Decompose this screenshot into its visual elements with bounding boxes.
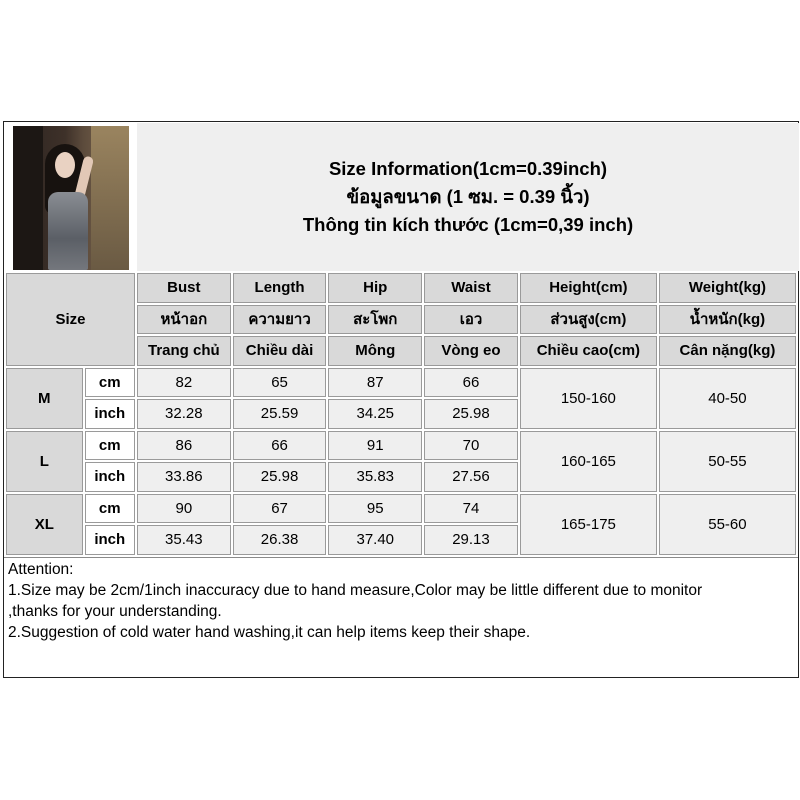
col-header-th: สะโพก xyxy=(328,305,422,335)
col-header-vi: Chiều cao(cm) xyxy=(520,336,657,366)
col-header-en: Weight(kg) xyxy=(659,273,796,303)
cell-length: 26.38 xyxy=(233,525,327,555)
product-photo xyxy=(13,126,129,270)
col-header-en: Hip xyxy=(328,273,422,303)
size-chart xyxy=(3,121,799,678)
col-header-en: Height(cm) xyxy=(520,273,657,303)
cell-waist: 29.13 xyxy=(424,525,518,555)
cell-bust: 90 xyxy=(137,494,231,524)
notes-line: 1.Size may be 2cm/1inch inaccuracy due to hand measure,Color may be little different due to monitor xyxy=(8,582,703,599)
col-header-th: น้ำหนัก(kg) xyxy=(659,305,796,335)
size-label: L xyxy=(6,431,83,492)
cell-hip: 34.25 xyxy=(328,399,422,429)
photo-shadow xyxy=(13,126,43,270)
col-header-th: ส่วนสูง(cm) xyxy=(520,305,657,335)
size-label: XL xyxy=(6,494,83,555)
cell-bust: 32.28 xyxy=(137,399,231,429)
cell-bust: 35.43 xyxy=(137,525,231,555)
cell-bust: 82 xyxy=(137,368,231,398)
cell-bust: 33.86 xyxy=(137,462,231,492)
notes-divider xyxy=(4,557,798,558)
cell-length: 25.59 xyxy=(233,399,327,429)
cell-bust: 86 xyxy=(137,431,231,461)
notes-line: ,thanks for your understanding. xyxy=(8,603,222,620)
cell-waist: 27.56 xyxy=(424,462,518,492)
model-face xyxy=(55,152,75,178)
cell-waist: 70 xyxy=(424,431,518,461)
cell-weight: 50-55 xyxy=(659,431,796,492)
col-header-th: เอว xyxy=(424,305,518,335)
col-header-th: หน้าอก xyxy=(137,305,231,335)
size-label: M xyxy=(6,368,83,429)
cell-length: 65 xyxy=(233,368,327,398)
unit-label: inch xyxy=(85,462,135,492)
header-line-en: Size Information(1cm=0.39inch) xyxy=(328,158,608,179)
photo-door xyxy=(91,126,129,270)
size-header: Size xyxy=(6,273,135,366)
cell-height: 160-165 xyxy=(520,431,657,492)
cell-height: 150-160 xyxy=(520,368,657,429)
unit-label: cm xyxy=(85,494,135,524)
col-header-en: Waist xyxy=(424,273,518,303)
col-header-vi: Vòng eo xyxy=(424,336,518,366)
unit-label: cm xyxy=(85,368,135,398)
cell-waist: 66 xyxy=(424,368,518,398)
cell-hip: 95 xyxy=(328,494,422,524)
col-header-en: Bust xyxy=(137,273,231,303)
unit-label: inch xyxy=(85,525,135,555)
header-line-vi: Thông tin kích thước (1cm=0,39 inch) xyxy=(302,214,634,235)
attention-notes xyxy=(8,559,794,643)
unit-label: inch xyxy=(85,399,135,429)
col-header-vi: Trang chủ xyxy=(137,336,231,366)
unit-label: cm xyxy=(85,431,135,461)
cell-weight: 55-60 xyxy=(659,494,796,555)
cell-hip: 37.40 xyxy=(328,525,422,555)
cell-length: 67 xyxy=(233,494,327,524)
size-info-header xyxy=(137,123,799,271)
table-row xyxy=(6,431,796,461)
cell-weight: 40-50 xyxy=(659,368,796,429)
notes-title: Attention: xyxy=(8,561,74,578)
cell-length: 25.98 xyxy=(233,462,327,492)
cell-waist: 25.98 xyxy=(424,399,518,429)
col-header-en: Length xyxy=(233,273,327,303)
cell-waist: 74 xyxy=(424,494,518,524)
cell-hip: 91 xyxy=(328,431,422,461)
cell-hip: 35.83 xyxy=(328,462,422,492)
table-row xyxy=(6,368,796,398)
col-header-vi: Cân nặng(kg) xyxy=(659,336,796,366)
col-header-vi: Mông xyxy=(328,336,422,366)
col-header-vi: Chiều dài xyxy=(233,336,327,366)
table-row xyxy=(6,494,796,524)
size-table xyxy=(4,271,798,557)
cell-hip: 87 xyxy=(328,368,422,398)
model-dress xyxy=(48,192,88,270)
notes-line: 2.Suggestion of cold water hand washing,it can help items keep their shape. xyxy=(8,624,531,641)
col-header-th: ความยาว xyxy=(233,305,327,335)
cell-length: 66 xyxy=(233,431,327,461)
header-line-th: ข้อมูลขนาด (1 ซม. = 0.39 นิ้ว) xyxy=(346,186,590,207)
cell-height: 165-175 xyxy=(520,494,657,555)
